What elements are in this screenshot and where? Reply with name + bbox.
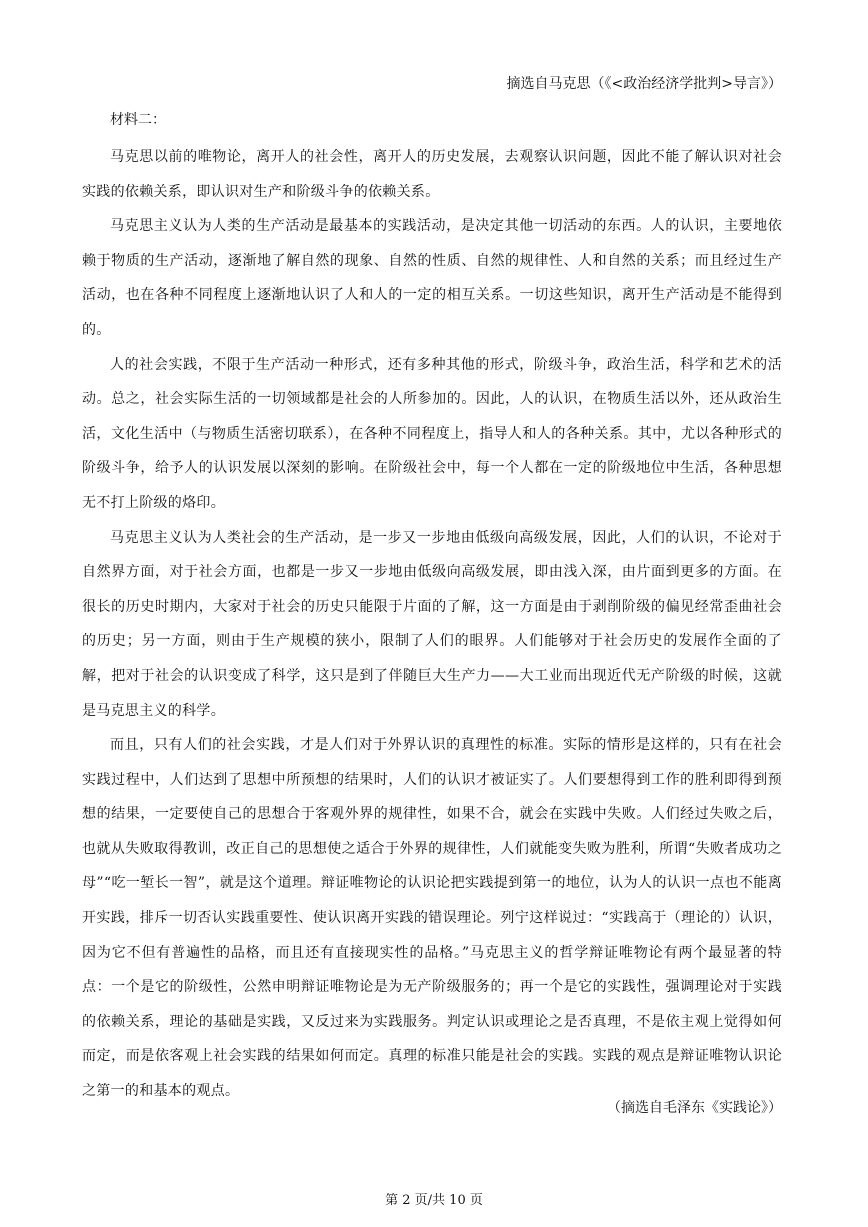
source-citation-bottom: （摘选自毛泽东《实践论》）: [607, 1100, 782, 1116]
source-citation-top: 摘选自马克思（《<政治经济学批判>导言》）: [506, 76, 782, 92]
paragraph: 而且，只有人们的社会实践，才是人们对于外界认识的真理性的标准。实际的情形是这样的，只有在社会实践过程中，人们达到了思想中所预想的结果时，人们的认识才被证实了。人们要想得到工作的胜利即得到预想的结果，一定要使自己的思想合于客观外界的规律性，如果不合，就会在实践中失败。人们经过失败之后，也就从失败取得教训，改正自己的思想使之适合于外界的规律性，人们就能变失败为胜利，所谓“失败者成功之母”“吃一堑长一智”，就是这个道理。辩证唯物论的认识论把实践提到第一的地位，认为人的认识一点也不能离开实践，排斥一切否认实践重要性、使认识离开实践的错误理论。列宁这样说过：“实践高于（理论的）认识，因为它不但有普遍性的品格，而且还有直接现实性的品格。”马克思主义的哲学辩证唯物论有两个最显著的特点：一个是它的阶级性，公然申明辩证唯物论是为无产阶级服务的；再一个是它的实践性，强调理论对于实践的依赖关系，理论的基础是实践，又反过来为实践服务。判定认识或理论之是否真理，不是依主观上觉得如何而定，而是依客观上社会实践的结果如何而定。真理的标准只能是社会的实践。实践的观点是辩证唯物认识论之第一的和基本的观点。: [82, 737, 782, 1100]
section-label: 材料二：: [110, 112, 166, 128]
body-text: [82, 140, 782, 1109]
paragraph: 人的社会实践，不限于生产活动一种形式，还有多种其他的形式，阶级斗争，政治生活，科学和艺术的活动。总之，社会实际生活的一切领域都是社会的人所参加的。因此，人的认识，在物质生活以外，还从政治生活，文化生活中（与物质生活密切联系），在各种不同程度上，指导人和人的各种关系。其中，尤以各种形式的阶级斗争，给予人的认识发展以深刻的影响。在阶级社会中，每一个人都在一定的阶级地位中生活，各种思想无不打上阶级的烙印。: [82, 356, 782, 511]
page-number: 第 2 页/共 10 页: [385, 1193, 483, 1208]
paragraph: 马克思主义认为人类的生产活动是最基本的实践活动，是决定其他一切活动的东西。人的认识，主要地依赖于物质的生产活动，逐渐地了解自然的现象、自然的性质、自然的规律性、人和自然的关系；而且经过生产活动，也在各种不同程度上逐渐地认识了人和人的一定的相互关系。一切这些知识，离开生产活动是不能得到的。: [82, 218, 782, 338]
paragraph: 马克思以前的唯物论，离开人的社会性，离开人的历史发展，去观察认识问题，因此不能了解认识对社会实践的依赖关系，即认识对生产和阶级斗争的依赖关系。: [82, 149, 782, 200]
paragraph: 马克思主义认为人类社会的生产活动，是一步又一步地由低级向高级发展，因此，人们的认识，不论对于自然界方面，对于社会方面，也都是一步又一步地由低级向高级发展，即由浅入深，由片面到更多的方面。在很长的历史时期内，大家对于社会的历史只能限于片面的了解，这一方面是由于剥削阶级的偏见经常歪曲社会的历史；另一方面，则由于生产规模的狭小，限制了人们的眼界。人们能够对于社会历史的发展作全面的了解，把对于社会的认识变成了科学，这只是到了伴随巨大生产力——大工业而出现近代无产阶级的时候，这就是马克思主义的科学。: [82, 529, 782, 719]
